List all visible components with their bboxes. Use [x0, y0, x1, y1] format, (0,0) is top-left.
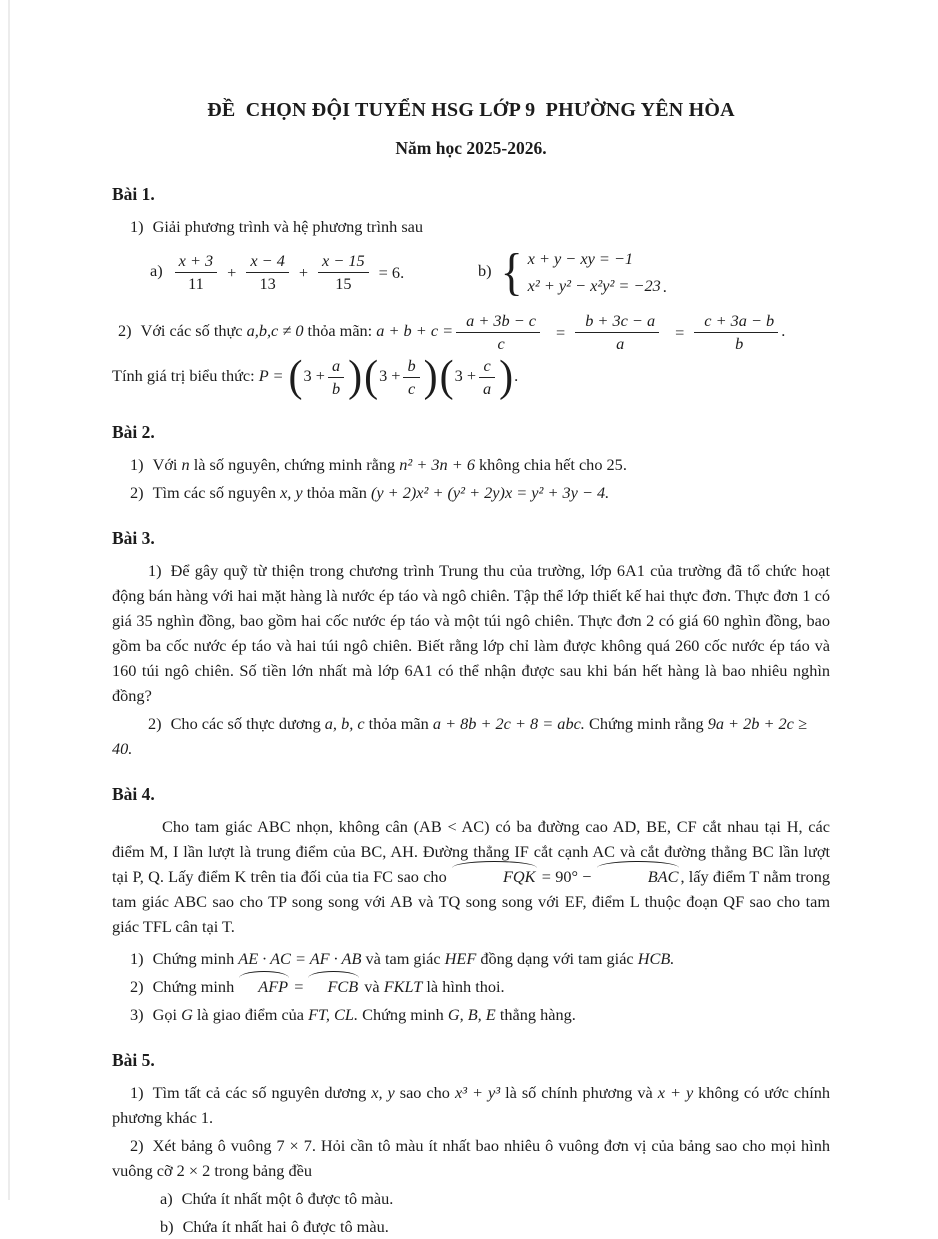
problem-5-sub-b — [112, 1214, 830, 1239]
math-run: HCB. — [637, 948, 675, 968]
close-paren: ) — [348, 352, 363, 402]
problem-3-item-1 — [112, 558, 830, 708]
term: 3 + — [379, 365, 401, 385]
text-run: Chứng minh — [358, 1004, 448, 1024]
academic-year: Năm học 2025-2026. — [395, 138, 547, 158]
item-segments — [112, 714, 807, 758]
equation-rhs: = 6. — [378, 262, 405, 282]
item-marker: a) — [150, 260, 163, 280]
math-run: FKLT — [383, 976, 423, 996]
item-text: và — [360, 976, 384, 996]
angle-AFP: AFP — [238, 974, 290, 999]
math-run: a + 8b + 2c + 8 = abc. — [432, 713, 585, 733]
math-run: n² + 3n + 6 — [399, 454, 475, 474]
equation-a — [112, 251, 478, 294]
math-run: x, y — [371, 1082, 395, 1102]
problem-2-item-1 — [112, 452, 830, 477]
angle-FCB: FCB — [307, 974, 360, 999]
text-run: đồng dạng với tam giác — [476, 948, 638, 968]
fraction: $\frac{x - 15}{15}$ — [318, 251, 369, 294]
item-marker: 2) — [130, 976, 144, 996]
fraction: $\frac{x - 4}{13}$ — [246, 251, 289, 294]
fraction: $\frac{x + 3}{11}$ — [175, 251, 218, 294]
math-run: 9a + 2b + 2c ≥ 40. — [112, 713, 807, 758]
angle-BAC: BAC — [596, 864, 681, 889]
item-segments — [153, 483, 610, 502]
fraction: $\frac{c + 3a - b}{b}$ — [694, 311, 778, 354]
text-run: Cho các số thực dương — [170, 713, 325, 733]
item-text: Chứng minh — [152, 976, 239, 996]
problem-1-expression-P — [112, 352, 830, 402]
math-run: a,b,c ≠ 0 — [246, 321, 304, 341]
text-run: là số chính phương và — [500, 1082, 658, 1102]
term: 3 + — [303, 365, 325, 385]
item-text: Chứa ít nhất một ô được tô màu. — [181, 1188, 394, 1208]
item-marker: 3) — [130, 1004, 144, 1024]
item-segments — [153, 455, 627, 474]
problem-1-heading: Bài 1. — [112, 184, 155, 204]
text-run: không chia hết cho 25. — [474, 454, 627, 474]
period: . — [514, 365, 519, 385]
exam-title: ĐỀ CHỌN ĐỘI TUYỂN HSG LỚP 9 PHƯỜNG YÊN HÒA — [207, 99, 735, 121]
item-text: Để gây quỹ từ thiện trong chương trình Trung thu của trường, lớp 6A1 của trường đã tổ chức hoạt động bán hàng với hai mặt hàng là nước ép táo và ngô chiên. Tập thể lớp thiết kế hai thực đơn. Thực đơn 1 có giá 35 nghìn đồng, bao gồm hai cốc nước ép táo và một túi ngô chiên. Thực đơn 2 có giá 60 nghìn đồng, bao gồm ba cốc nước ép táo và hai túi ngô chiên. Biết rằng lớp chỉ làm được không quá 260 cốc nước ép táo và 160 túi ngô chiên. Số tiền lớn nhất mà lớp 6A1 có thể nhận được sau khi bán hết hàng là bao nhiêu nghìn đồng? — [112, 560, 830, 705]
problem-5-sub-a — [112, 1186, 830, 1211]
problem-3-item-2 — [112, 711, 830, 761]
text-run: Tìm các số nguyên — [152, 482, 281, 502]
problem-1-item-2 — [112, 311, 830, 354]
math-run: x³ + y³ — [454, 1082, 501, 1102]
item-segments — [153, 1005, 576, 1024]
plus-operator: + — [298, 262, 309, 282]
system-brace: { — [500, 242, 523, 300]
problem-4-item-1 — [112, 946, 830, 971]
problem-1-item-1 — [112, 214, 830, 239]
fraction: $\frac{b + 3c - a}{a}$ — [575, 311, 659, 354]
period: . — [781, 321, 786, 341]
problem-5-item-1 — [112, 1080, 830, 1130]
math-run: a, b, c — [324, 713, 365, 733]
page-edge-line — [8, 0, 10, 1200]
text-run: và tam giác — [361, 948, 445, 968]
problem-4-statement — [112, 814, 830, 939]
item-marker: 1) — [130, 948, 144, 968]
problem-5 — [112, 1048, 830, 1239]
period: . — [662, 276, 667, 296]
equals: = — [290, 976, 308, 996]
problem-2-heading: Bài 2. — [112, 421, 155, 442]
fraction: $\frac{c}{a}$ — [479, 356, 495, 399]
text-run: Với — [152, 454, 182, 474]
math-run: n — [181, 454, 190, 474]
item-text: là hình thoi. — [422, 976, 505, 996]
item-marker: b) — [160, 1216, 174, 1236]
item-text: Xét bảng ô vuông 7 × 7. Hỏi cần tô màu ít nhất bao nhiêu ô vuông đơn vị của bảng sao cho mọi hình vuông cỡ 2 × 2 trong bảng đều — [112, 1135, 830, 1180]
equals-operator: = — [556, 322, 566, 342]
plus-operator: + — [227, 262, 237, 282]
close-paren: ) — [499, 352, 514, 402]
text-run: là số nguyên, chứng minh rằng — [189, 454, 400, 474]
text-run: Chứng minh — [152, 948, 239, 968]
P-equals: P = — [258, 365, 284, 385]
problem-3 — [112, 526, 830, 761]
item-marker: 1) — [148, 560, 162, 580]
open-paren: ( — [364, 352, 379, 402]
problem-1-equations — [112, 241, 830, 303]
problem-5-item-2 — [112, 1133, 830, 1183]
problem-5-heading: Bài 5. — [112, 1049, 155, 1070]
item-marker: 1) — [130, 454, 144, 474]
math-run: FT, CL. — [308, 1004, 359, 1024]
open-paren: ( — [288, 352, 303, 402]
expression-lead: Tính giá trị biểu thức: — [112, 365, 259, 385]
equation-system — [528, 245, 661, 299]
math-run: HEF — [444, 948, 477, 968]
statement-text: , lấy điểm T nằm trong tam giác ABC sao cho TP song song với AB và TQ song song với EF, điểm L thuộc đoạn QF sao cho tam giác TFL cân tại T. — [112, 866, 830, 936]
text-run: Gọi — [152, 1004, 182, 1024]
problem-4-item-3 — [112, 1002, 830, 1027]
item-marker: 2) — [130, 482, 144, 502]
fraction: $\frac{b}{c}$ — [403, 356, 419, 399]
item-segments — [153, 949, 675, 968]
item-segments — [141, 321, 454, 340]
math-run: x, y — [280, 482, 303, 502]
item-marker: 1) — [130, 217, 144, 236]
problem-4-heading: Bài 4. — [112, 783, 155, 804]
problem-2-item-2 — [112, 480, 830, 505]
math-run: G — [181, 1004, 193, 1024]
fraction: $\frac{a}{b}$ — [328, 356, 344, 399]
text-run: sao cho — [394, 1082, 455, 1102]
equation-b — [478, 242, 830, 300]
term: 3 + — [454, 365, 477, 385]
item-segments — [112, 1083, 830, 1127]
text-run: là giao điểm của — [192, 1004, 309, 1024]
item-marker: 2) — [130, 1135, 144, 1155]
problem-4-item-2 — [112, 974, 830, 999]
text-run: Tìm tất cả các số nguyên dương — [152, 1082, 372, 1102]
item-marker: a) — [160, 1188, 173, 1208]
statement-text: Cho tam giác ABC nhọn, không cân (AB < AC) có ba đường cao AD, BE, CF cắt nhau tại H, các điểm M, I lần lượt là trung điểm của BC, AH. Đường thẳng IF cắt cạnh AC và cắt đường thẳng BC lần lượt tại P, Q. Lấy điểm K trên tia đối của tia FC sao cho — [112, 816, 830, 886]
math-run: x + y — [657, 1082, 694, 1102]
math-run: AE · AC = AF · AB — [238, 948, 362, 968]
math-run: (y + 2)x² + (y² + 2y)x = y² + 3y − 4. — [370, 482, 610, 502]
equals-operator: = — [675, 322, 685, 342]
math-run: G, B, E — [447, 1004, 496, 1024]
problem-4 — [112, 782, 830, 1027]
problem-2 — [112, 420, 830, 505]
angle-FQK: FQK — [451, 864, 538, 889]
text-run: thẳng hàng. — [495, 1004, 576, 1024]
item-marker: 2) — [118, 321, 132, 341]
open-paren: ( — [439, 352, 454, 402]
problem-3-heading: Bài 3. — [112, 527, 155, 548]
text-run: không có ước chính phương khác 1. — [112, 1082, 831, 1127]
item-text: Giải phương trình và hệ phương trình sau — [152, 217, 424, 236]
item-marker: 2) — [148, 713, 162, 733]
text-run: thỏa mãn — [364, 713, 433, 733]
item-text: Chứa ít nhất hai ô được tô màu. — [182, 1216, 389, 1236]
text-run: thỏa mãn: — [303, 321, 377, 341]
problem-1 — [112, 182, 830, 402]
close-paren: ) — [423, 352, 438, 402]
statement-text: = 90° − — [537, 866, 596, 886]
system-line-1: x + y − xy = −1 — [527, 249, 634, 268]
math-run: a + b + c = — [376, 321, 454, 341]
item-marker: 1) — [130, 1082, 144, 1102]
text-run: Chứng minh rằng — [584, 713, 708, 733]
item-marker: b) — [478, 260, 492, 280]
system-line-2: x² + y² − x²y² = −23 — [527, 276, 661, 295]
text-run: thỏa mãn — [302, 482, 371, 502]
fraction: $\frac{a + 3b - c}{c}$ — [456, 311, 540, 354]
text-run: Với các số thực — [140, 321, 247, 341]
